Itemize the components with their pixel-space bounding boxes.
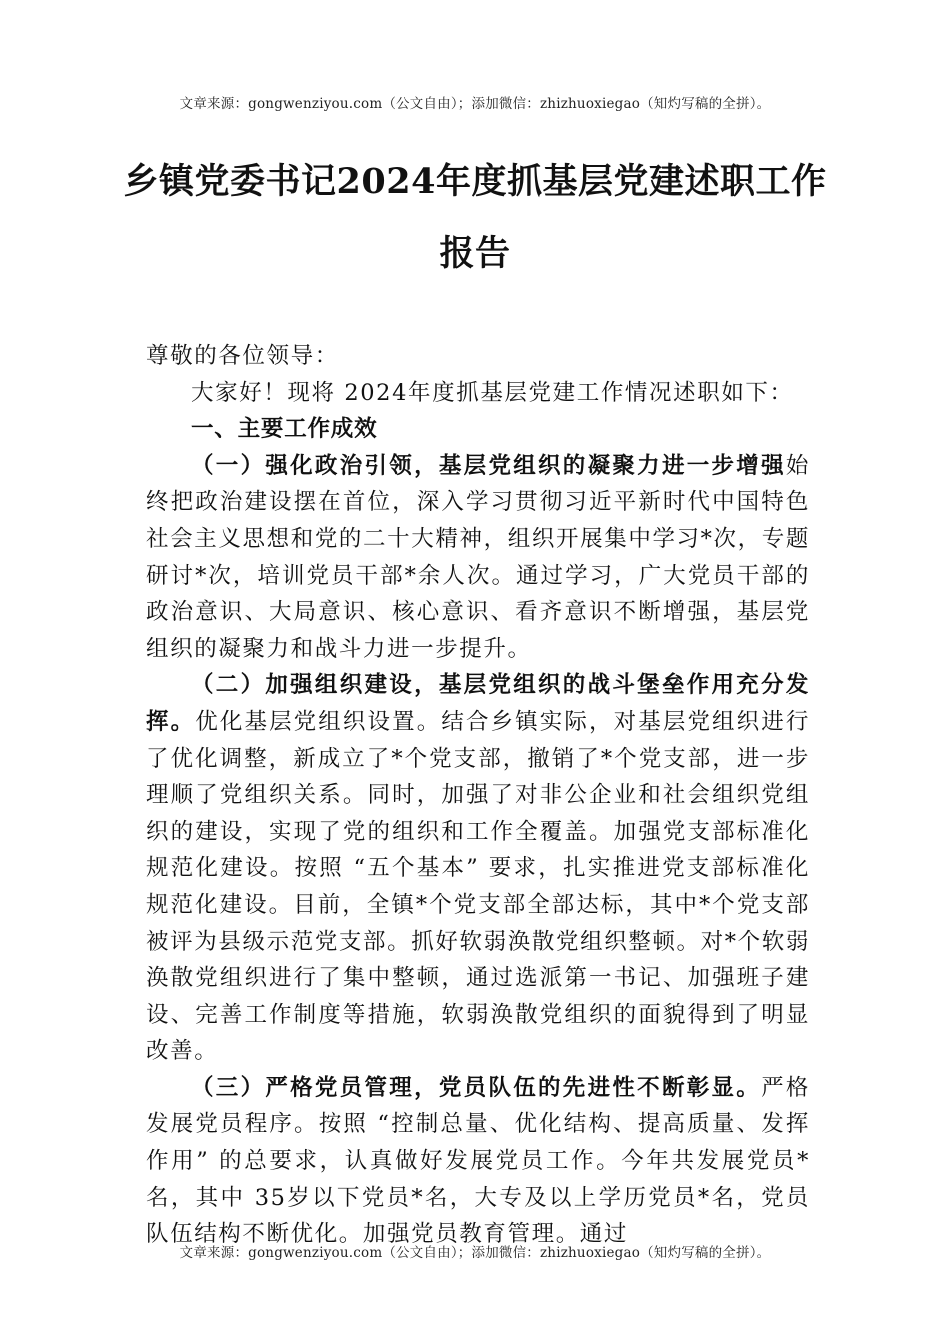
footer-source-note: 文章来源：gongwenziyou.com（公文自由）；添加微信：zhizhuoxiegao（知灼写稿的全拼）。 xyxy=(179,1245,771,1261)
section-heading: 一、主要工作成效 xyxy=(191,416,378,443)
paragraph-1-heading: （一）强化政治引领，基层党组织的凝聚力进一步增强 xyxy=(191,452,786,479)
paragraph-3 xyxy=(146,1070,810,1253)
paragraph-3-heading: （三）严格党员管理，党员队伍的先进性不断彰显。 xyxy=(191,1074,762,1101)
header-source-note: 文章来源：gongwenziyou.com（公文自由）；添加微信：zhizhuoxiegao（知灼写稿的全拼）。 xyxy=(179,96,771,112)
salutation: 尊敬的各位领导： xyxy=(146,343,339,369)
document-title xyxy=(120,146,830,290)
paragraph-2-heading: （二）加强组织建设，基层党组织的战斗堡垒作用充分发挥。 xyxy=(146,672,810,735)
title-text: 乡镇党委书记2024年度抓基层党建述职工作报告 xyxy=(123,161,827,274)
intro-paragraph: 大家好！现将 2024年度抓基层党建工作情况述职如下： xyxy=(191,379,794,406)
paragraph-2-body: 优化基层党组织设置。结合乡镇实际，对基层党组织进行了优化调整，新成立了*个党支部，撤销了*个党支部，进一步理顺了党组织关系。同时，加强了对非公企业和社会组织党组织的建设，实现了党的组织和工作全覆盖。加强党支部标准化规范化建设。按照 “五个基本” 要求，扎实推进党支部标准化规范化建设。目前，全镇*个党支部全部达标，其中*个党支部被评为县级示范党支部。抓好软弱涣散党组织整顿。对*个软弱涣散党组织进行了集中整顿，通过选派第一书记、加强班子建设、完善工作制度等措施，软弱涣散党组织的面貌得到了明显改善。 xyxy=(146,708,810,1065)
paragraph-2 xyxy=(146,667,810,1070)
paragraph-1 xyxy=(146,448,810,668)
document-body xyxy=(146,338,810,1253)
paragraph-3-body: 严格发展党员程序。按照 “控制总量、优化结构、提高质量、发挥作用” 的总要求，认真做好发展党员工作。今年共发展党员*名，其中 35岁以下党员*名，大专及以上学历党员*名，党员队伍结构不断优化。加强党员教育管理。通过 xyxy=(146,1074,810,1248)
paragraph-1-body: 始终把政治建设摆在首位，深入学习贯彻习近平新时代中国特色社会主义思想和党的二十大精神，组织开展集中学习*次，专题研讨*次，培训党员干部*余人次。通过学习，广大党员干部的政治意识、大局意识、核心意识、看齐意识不断增强，基层党组织的凝聚力和战斗力进一步提升。 xyxy=(146,452,810,662)
